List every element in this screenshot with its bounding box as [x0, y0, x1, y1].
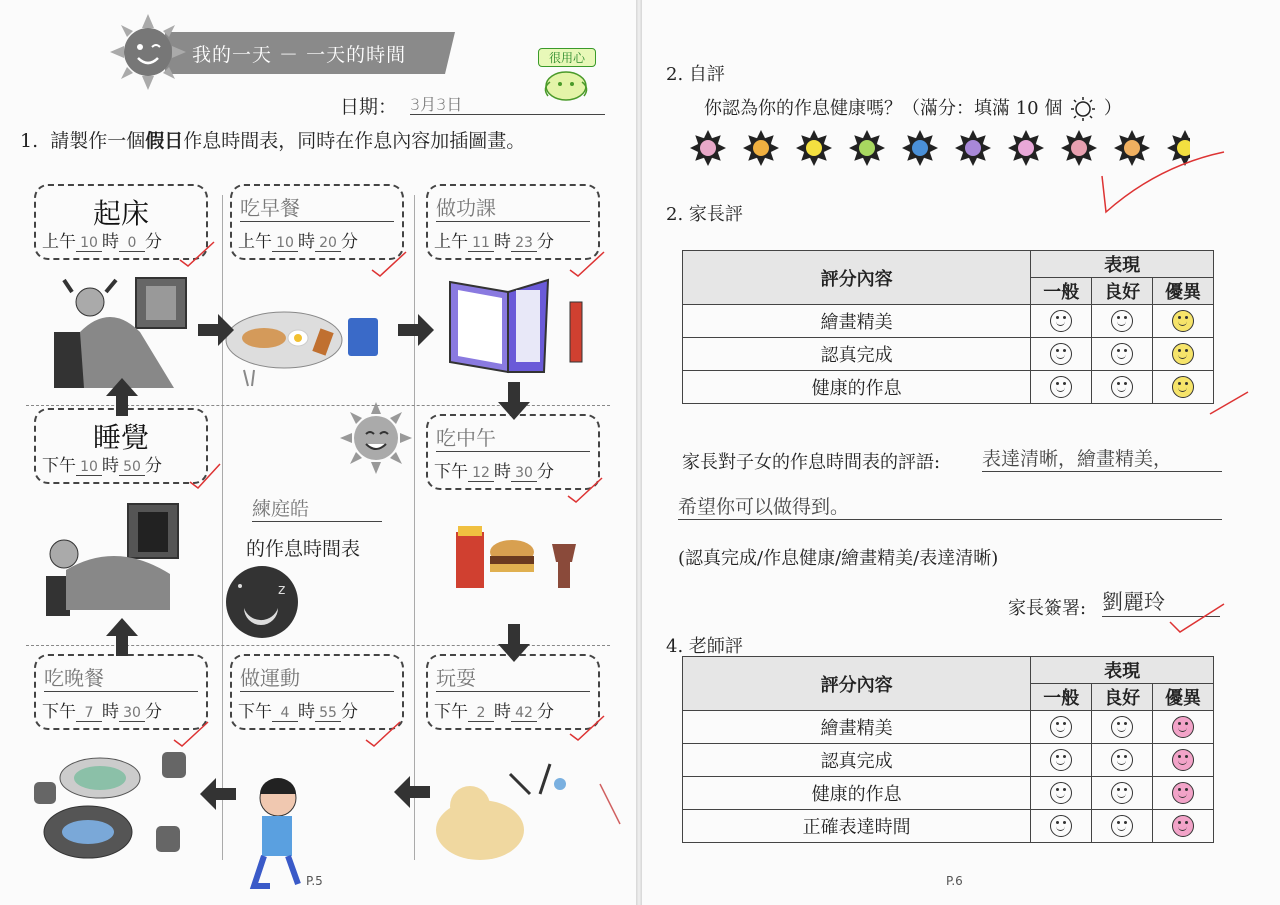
smiley-icon — [1111, 310, 1133, 332]
smiley-icon — [1111, 749, 1133, 771]
parent-rating-table — [682, 250, 1214, 404]
level-normal: 一般 — [1031, 278, 1092, 305]
activity-label: 吃晚餐 — [44, 662, 198, 692]
smiley-icon — [1050, 376, 1072, 398]
colored-sun-icon — [955, 130, 991, 166]
activity-label: 玩耍 — [436, 662, 590, 692]
worksheet-page-left — [0, 0, 636, 905]
minute-label: 分 — [537, 702, 554, 722]
colored-sun-icon — [796, 130, 832, 166]
activity-label: 吃中午 — [436, 422, 590, 452]
ampm-label: 上午 — [238, 232, 272, 252]
level-good: 良好 — [1092, 684, 1153, 711]
check-mark-icon — [364, 720, 404, 750]
instruction-text-post: 作息時間表，同時在作息內容加插圖畫。 — [183, 130, 526, 152]
date-label: 日期： — [340, 96, 398, 118]
ampm-label: 上午 — [42, 232, 76, 252]
minute-label: 分 — [145, 232, 162, 252]
table-row — [683, 777, 1214, 810]
breakfast-drawing — [224, 300, 404, 390]
smiley-icon — [1050, 343, 1072, 365]
minute-label: 分 — [341, 702, 358, 722]
ampm-label: 下午 — [42, 702, 76, 722]
arrow-right-icon — [196, 312, 236, 348]
ampm-label: 下午 — [42, 456, 76, 476]
criteria-label: 正確表達時間 — [683, 810, 1031, 843]
smiley-selected-icon — [1172, 343, 1194, 365]
time-entry — [238, 697, 358, 722]
smiley-icon — [1050, 310, 1072, 332]
activity-label: 起床 — [92, 197, 149, 230]
check-mark-icon — [188, 462, 224, 492]
smiley-selected-icon — [1172, 749, 1194, 771]
check-mark-icon — [566, 476, 606, 506]
waking-up-drawing — [50, 272, 190, 392]
hour-value: 2 — [468, 705, 494, 722]
schedule-box-homework — [426, 184, 600, 260]
self-eval-question-end: ） — [1103, 98, 1122, 119]
check-mark-icon — [1098, 146, 1228, 218]
smiley-icon — [1050, 782, 1072, 804]
minute-value: 23 — [511, 235, 537, 252]
praise-stamp-text: 很用心 — [538, 48, 596, 67]
parent-comment-line-2: 希望你可以做得到。 — [678, 492, 1222, 520]
table-header-content: 評分內容 — [683, 251, 1031, 305]
check-mark-icon — [370, 250, 410, 280]
teacher-rating-table — [682, 656, 1214, 843]
table-row — [683, 338, 1214, 371]
check-mark-icon — [1208, 390, 1254, 420]
activity-label: 做功課 — [436, 192, 590, 222]
instruction-number: 1. — [20, 130, 39, 152]
check-mark-icon — [1168, 600, 1228, 636]
minute-label: 分 — [537, 462, 554, 482]
timetable-caption: 的作息時間表 — [246, 538, 361, 560]
minute-label: 分 — [341, 232, 358, 252]
table-row — [683, 371, 1214, 404]
smiley-selected-icon — [1172, 716, 1194, 738]
smiley-icon — [1111, 815, 1133, 837]
arrow-down-icon — [496, 622, 532, 664]
minute-value: 50 — [119, 459, 145, 476]
self-eval-question-text: 你認為你的作息健康嗎？（滿分：填滿 10 個 — [704, 98, 1063, 119]
hour-label: 時 — [298, 702, 315, 722]
table-row — [683, 305, 1214, 338]
sleeping-drawing — [42, 500, 182, 616]
hour-label: 時 — [494, 462, 511, 482]
table-header-performance: 表現 — [1031, 657, 1214, 684]
hour-label: 時 — [102, 702, 119, 722]
arrow-down-icon — [496, 380, 532, 422]
minute-value: 20 — [315, 235, 341, 252]
smiley-selected-icon — [1172, 310, 1194, 332]
criteria-label: 繪畫精美 — [683, 305, 1031, 338]
minute-value: 0 — [119, 235, 145, 252]
activity-label: 做運動 — [240, 662, 394, 692]
ampm-label: 上午 — [434, 232, 468, 252]
arrow-right-icon — [396, 312, 436, 348]
time-entry — [434, 457, 554, 482]
hour-value: 10 — [272, 235, 298, 252]
parent-comment-line-1: 表達清晰，繪畫精美， — [982, 444, 1222, 472]
page-number: P.5 — [306, 874, 323, 888]
table-header-performance: 表現 — [1031, 251, 1214, 278]
smiley-icon — [1111, 716, 1133, 738]
time-entry — [42, 227, 162, 252]
dinner-fish-drawing — [14, 744, 194, 864]
lunch-burger-drawing — [452, 524, 588, 594]
level-excellent: 優異 — [1153, 278, 1214, 305]
sun-outline-icon — [1068, 97, 1098, 121]
smiley-selected-icon — [1172, 376, 1194, 398]
ampm-label: 下午 — [238, 702, 272, 722]
smiley-icon — [1111, 376, 1133, 398]
activity-label: 睡覺 — [92, 421, 149, 454]
night-moon-drawing — [224, 564, 304, 640]
homework-book-drawing — [444, 276, 594, 392]
table-header-content: 評分內容 — [683, 657, 1031, 711]
hour-label: 時 — [102, 232, 119, 252]
ampm-label: 下午 — [434, 462, 468, 482]
hour-value: 12 — [468, 465, 494, 482]
criteria-label: 認真完成 — [683, 338, 1031, 371]
playing-cat-drawing — [410, 754, 630, 874]
minute-value: 30 — [119, 705, 145, 722]
smiley-icon — [1111, 782, 1133, 804]
smiley-icon — [1050, 716, 1072, 738]
hour-label: 時 — [494, 232, 511, 252]
page-title: 我的一天 － 一天的時間 — [192, 44, 407, 66]
instruction-text-pre: 請製作一個 — [50, 130, 146, 152]
parent-signature: 劉麗玲 — [1102, 586, 1220, 617]
arrow-up-icon — [104, 376, 140, 418]
criteria-label: 認真完成 — [683, 744, 1031, 777]
smiley-icon — [1050, 749, 1072, 771]
table-row — [683, 744, 1214, 777]
hour-label: 時 — [298, 232, 315, 252]
check-mark-icon — [178, 240, 218, 270]
level-good: 良好 — [1092, 278, 1153, 305]
smiley-icon — [1050, 815, 1072, 837]
schedule-box-sleep — [34, 408, 208, 484]
level-normal: 一般 — [1031, 684, 1092, 711]
parent-signature-label: 家長簽署: — [1008, 598, 1087, 619]
grid-divider — [222, 195, 223, 860]
time-entry — [42, 451, 162, 476]
colored-sun-icon — [1008, 130, 1044, 166]
colored-sun-icon — [743, 130, 779, 166]
student-name: 練庭皓 — [252, 494, 382, 522]
time-entry — [434, 227, 554, 252]
svg-text:z: z — [278, 582, 286, 598]
minute-value: 42 — [511, 705, 537, 722]
activity-label: 吃早餐 — [240, 192, 394, 222]
table-row — [683, 810, 1214, 843]
minute-label: 分 — [537, 232, 554, 252]
smiley-selected-icon — [1172, 815, 1194, 837]
self-eval-heading: 2. 自評 — [666, 64, 725, 85]
level-excellent: 優異 — [1153, 684, 1214, 711]
hour-label: 時 — [494, 702, 511, 722]
colored-sun-icon — [902, 130, 938, 166]
instruction-text-bold: 假日 — [145, 130, 184, 152]
date-value: 3月3日 — [410, 92, 605, 115]
colored-sun-icon — [1061, 130, 1097, 166]
page-number: P.6 — [946, 874, 963, 888]
smiley-selected-icon — [1172, 782, 1194, 804]
schedule-box-dinner — [34, 654, 208, 730]
smiley-icon — [1111, 343, 1133, 365]
hour-value: 11 — [468, 235, 494, 252]
exercise-boy-drawing — [244, 776, 314, 896]
minute-value: 30 — [511, 465, 537, 482]
schedule-box-breakfast — [230, 184, 404, 260]
criteria-label: 健康的作息 — [683, 777, 1031, 810]
hour-value: 7 — [76, 705, 102, 722]
schedule-box-exercise — [230, 654, 404, 730]
arrow-up-icon — [104, 616, 140, 658]
minute-value: 55 — [315, 705, 341, 722]
table-row — [683, 711, 1214, 744]
hour-value: 10 — [76, 459, 102, 476]
time-entry — [238, 227, 358, 252]
colored-sun-icon — [690, 130, 726, 166]
minute-label: 分 — [145, 456, 162, 476]
hour-label: 時 — [102, 456, 119, 476]
parent-comment-label: 家長對子女的作息時間表的評語: — [682, 452, 941, 473]
check-mark-icon — [568, 714, 608, 744]
hour-value: 10 — [76, 235, 102, 252]
sun-face-icon — [340, 402, 412, 474]
teacher-eval-heading: 4. 老師評 — [666, 636, 743, 657]
time-entry — [42, 697, 162, 722]
worksheet-page-right — [642, 0, 1280, 905]
time-entry — [434, 697, 554, 722]
self-eval-question — [704, 94, 1122, 121]
criteria-label: 健康的作息 — [683, 371, 1031, 404]
criteria-label: 繪畫精美 — [683, 711, 1031, 744]
instruction — [20, 126, 525, 153]
colored-sun-icon — [849, 130, 885, 166]
parent-eval-heading: 2. 家長評 — [666, 204, 743, 225]
hour-value: 4 — [272, 705, 298, 722]
comment-options: (認真完成/作息健康/繪畫精美/表達清晰) — [678, 548, 999, 569]
minute-label: 分 — [145, 702, 162, 722]
arrow-left-icon — [392, 774, 432, 810]
ampm-label: 下午 — [434, 702, 468, 722]
sun-mascot-icon — [110, 14, 186, 90]
arrow-left-icon — [198, 776, 238, 812]
